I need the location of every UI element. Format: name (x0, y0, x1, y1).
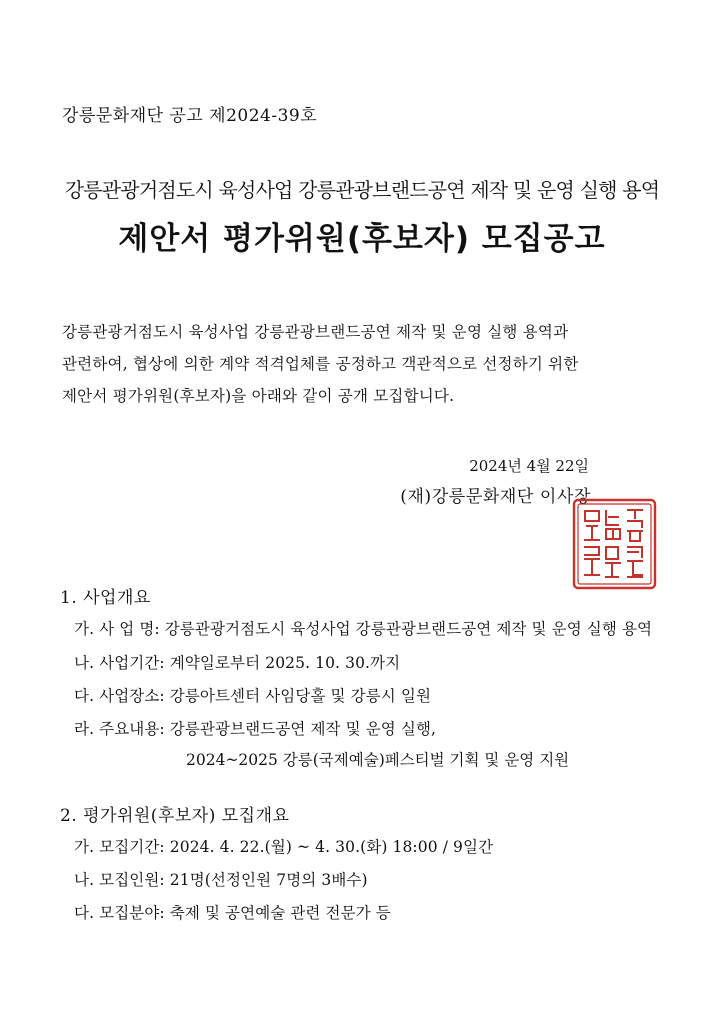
intro-line-1: 강릉관광거점도시 육성사업 강릉관광브랜드공연 제작 및 운영 실행 용역과 (62, 323, 569, 341)
recruit-item-period: 가. 모집기간: 2024. 4. 22.(월) ~ 4. 30.(화) 18:00 / 9일간 (74, 838, 494, 856)
overview-item-content: 라. 주요내용: 강릉관광브랜드공연 제작 및 운영 실행, (74, 720, 437, 738)
notice-number: 강릉문화재단 공고 제2024-39호 (62, 106, 318, 126)
page-title: 제안서 평가위원(후보자) 모집공고 (118, 221, 606, 257)
official-seal-icon (571, 497, 658, 591)
overview-item-content-cont: 2024~2025 강릉(국제예술)페스티벌 기획 및 운영 지원 (186, 751, 570, 769)
overview-item-name: 가. 사 업 명: 강릉관광거점도시 육성사업 강릉관광브랜드공연 제작 및 운영 실행 용역 (74, 620, 653, 638)
notice-date: 2024년 4월 22일 (469, 457, 589, 475)
intro-line-3: 제안서 평가위원(후보자)을 아래와 같이 공개 모집합니다. (62, 387, 455, 405)
issuer-name: (재)강릉문화재단 이사장 (400, 487, 591, 507)
project-subtitle: 강릉관광거점도시 육성사업 강릉관광브랜드공연 제작 및 운영 실행 용역 (64, 178, 660, 202)
overview-item-location: 다. 사업장소: 강릉아트센터 사임당홀 및 강릉시 일원 (74, 687, 432, 705)
intro-line-2: 관련하여, 협상에 의한 계약 적격업체를 공정하고 객관적으로 선정하기 위한 (62, 355, 579, 373)
recruit-item-field: 다. 모집분야: 축제 및 공연예술 관련 전문가 등 (74, 904, 391, 922)
section-heading-1: 1. 사업개요 (60, 588, 151, 608)
section-heading-2: 2. 평가위원(후보자) 모집개요 (60, 806, 290, 826)
overview-item-period: 나. 사업기간: 계약일로부터 2025. 10. 30.까지 (74, 654, 401, 672)
recruit-item-count: 나. 모집인원: 21명(선정인원 7명의 3배수) (74, 871, 368, 889)
